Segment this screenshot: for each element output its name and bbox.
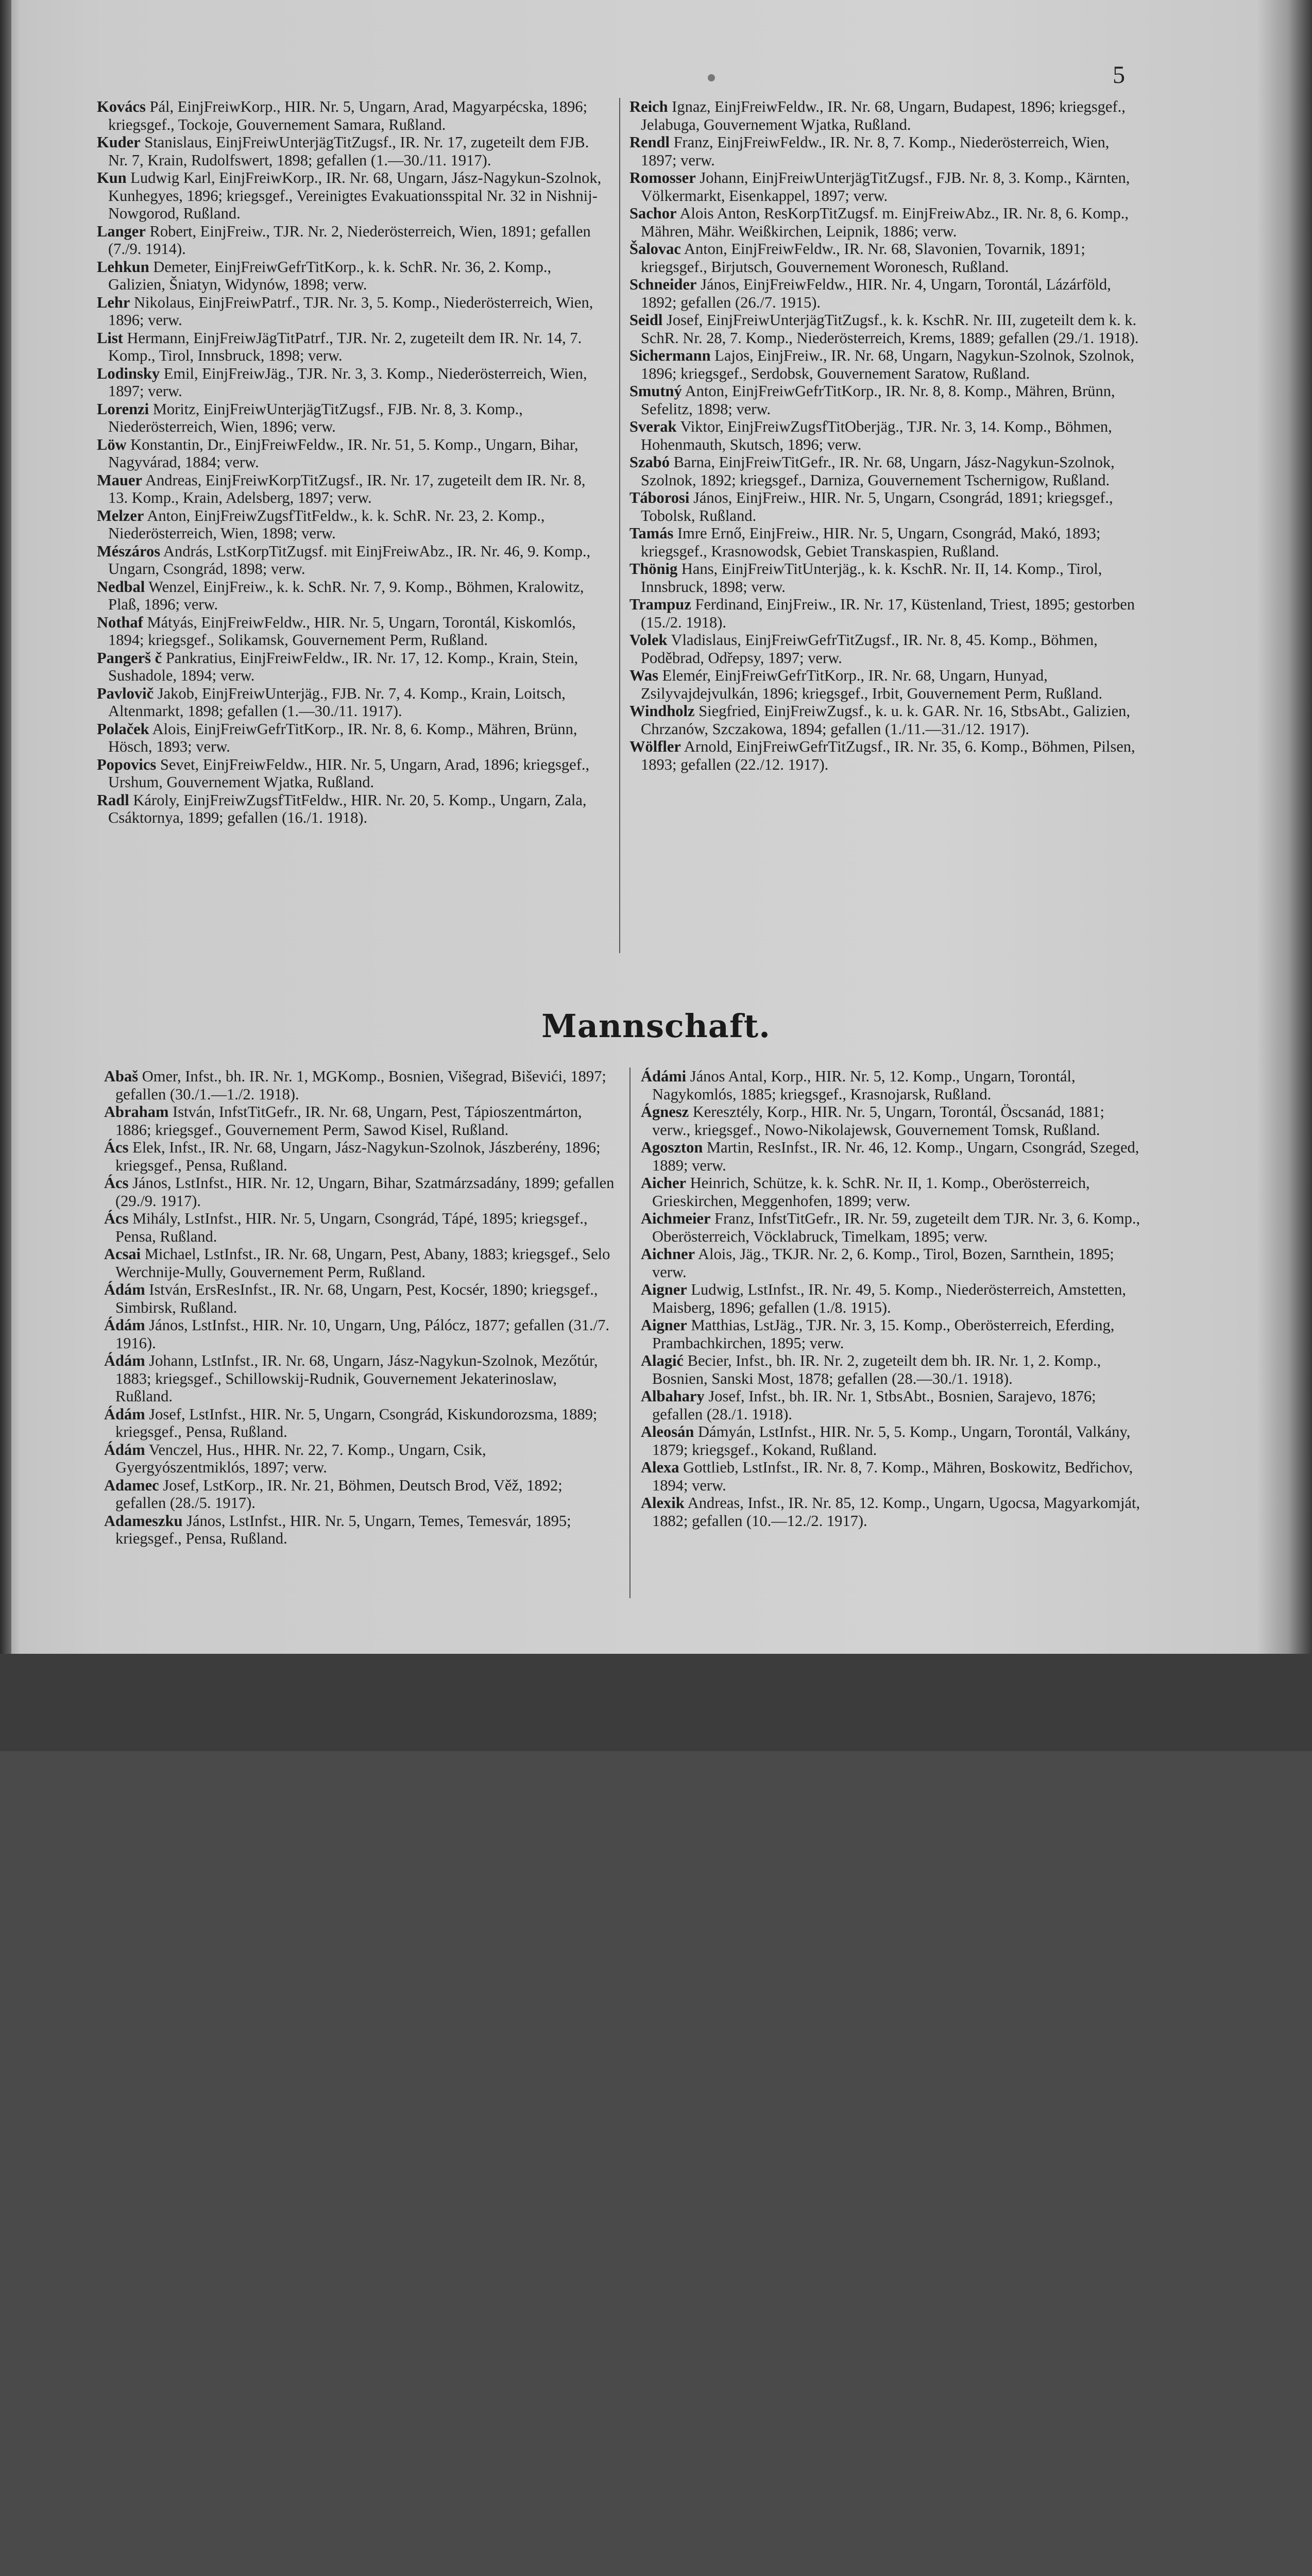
page-number: 5 bbox=[1113, 61, 1125, 89]
entry-surname: Aichmeier bbox=[641, 1210, 711, 1227]
register-entry bbox=[629, 382, 1139, 418]
entry-surname: Tamás bbox=[629, 524, 674, 542]
register-entry bbox=[641, 1494, 1140, 1530]
entry-details: Alois, Jäg., TKJR. Nr. 2, 6. Komp., Tirol, Bozen, Sarnthein, 1895; verw. bbox=[652, 1245, 1114, 1281]
entry-details: Johann, LstInfst., IR. Nr. 68, Ungarn, Jász-Nagykun-Szolnok, Mezőtúr, 1883; kriegsgef., Schillowskij-Rudnik, Gouvernement Jekaterinoslaw, Rußland. bbox=[115, 1352, 598, 1405]
register-entry bbox=[629, 205, 1139, 240]
register-entry bbox=[629, 560, 1139, 596]
entry-surname: Ács bbox=[104, 1174, 129, 1192]
entry-surname: Rendl bbox=[629, 133, 670, 151]
entry-details: János, EinjFreiw., HIR. Nr. 5, Ungarn, Csongrád, 1891; kriegsgef., Tobolsk, Rußland. bbox=[641, 489, 1113, 524]
entry-details: Alois, EinjFreiwGefrTitKorp., IR. Nr. 8, 6. Komp., Mähren, Brünn, Hösch, 1893; verw. bbox=[108, 720, 577, 755]
entry-surname: Pavlovič bbox=[97, 684, 154, 702]
register-entry bbox=[641, 1387, 1140, 1423]
register-entry bbox=[97, 578, 608, 614]
entry-surname: Lodinsky bbox=[97, 364, 160, 382]
entry-details: János, EinjFreiwFeldw., HIR. Nr. 4, Ungarn, Torontál, Lázárföld, 1892; gefallen (26./7. 1915). bbox=[641, 276, 1111, 311]
register-entry bbox=[97, 507, 608, 543]
entry-details: Elek, Infst., IR. Nr. 68, Ungarn, Jász-Nagykun-Szolnok, Jászberény, 1896; kriegsgef., Pensa, Rußland. bbox=[115, 1139, 601, 1174]
entry-surname: Kun bbox=[97, 169, 127, 187]
register-entry bbox=[629, 276, 1139, 311]
entry-surname: Langer bbox=[97, 222, 146, 240]
entry-details: Demeter, EinjFreiwGefrTitKorp., k. k. SchR. Nr. 36, 2. Komp., Galizien, Šniatyn, Widynów, 1898; verw. bbox=[108, 258, 552, 293]
entry-details: Andreas, Infst., IR. Nr. 85, 12. Komp., Ungarn, Ugocsa, Magyarkomját, 1882; gefallen (10.—12./2. 1917). bbox=[652, 1494, 1140, 1530]
register-entry bbox=[104, 1139, 615, 1174]
entry-surname: Aigner bbox=[641, 1316, 687, 1334]
entry-surname: Ádám bbox=[104, 1352, 145, 1369]
register-entry bbox=[629, 418, 1139, 453]
register-entry bbox=[629, 489, 1139, 524]
column-divider-bottom bbox=[629, 1067, 631, 1598]
register-entry bbox=[97, 329, 608, 365]
register-entry bbox=[641, 1459, 1140, 1494]
entry-details: János, LstInfst., HIR. Nr. 12, Ungarn, Bihar, Szatmárzsadány, 1899; gefallen (29./9. 1917). bbox=[115, 1174, 615, 1210]
entry-details: Andreas, EinjFreiwKorpTitZugsf., IR. Nr. 17, zugeteilt dem IR. Nr. 8, 13. Komp., Krain, Adelsberg, 1897; verw. bbox=[108, 471, 586, 506]
register-entry bbox=[104, 1174, 615, 1210]
register-entry bbox=[641, 1139, 1140, 1174]
entry-surname: Abaš bbox=[104, 1067, 139, 1085]
entry-surname: Sachor bbox=[629, 205, 677, 222]
entry-details: Moritz, EinjFreiwUnterjägTitZugsf., FJB. Nr. 8, 3. Komp., Niederösterreich, Wien, 1896; verw. bbox=[108, 400, 523, 435]
entry-surname: Abraham bbox=[104, 1103, 169, 1121]
entry-surname: Lehkun bbox=[97, 258, 149, 276]
entry-details: Siegfried, EinjFreiwZugsf., k. u. k. GAR. Nr. 16, StbsAbt., Galizien, Chrzanów, Szczakowa, 1894; gefallen (1./11.—31./12. 1917). bbox=[641, 702, 1131, 738]
entry-details: Franz, EinjFreiwFeldw., IR. Nr. 8, 7. Komp., Niederösterreich, Wien, 1897; verw. bbox=[641, 133, 1110, 169]
register-entry bbox=[104, 1316, 615, 1352]
entry-surname: Pangerš č bbox=[97, 649, 162, 667]
entry-surname: Mészáros bbox=[97, 542, 161, 560]
entry-surname: Nedbal bbox=[97, 578, 145, 596]
entry-details: Stanislaus, EinjFreiwUnterjägTitZugsf., IR. Nr. 17, zugeteilt dem FJB. Nr. 7, Krain, Rudolfswert, 1898; gefallen (1.—30./11. 1917). bbox=[108, 133, 589, 169]
entry-details: Emil, EinjFreiwJäg., TJR. Nr. 3, 3. Komp., Niederösterreich, Wien, 1897; verw. bbox=[108, 364, 587, 400]
entry-details: Barna, EinjFreiwTitGefr., IR. Nr. 68, Ungarn, Jász-Nagykun-Szolnok, Szolnok, 1892; kriegsgef., Darniza, Gouvernement Tschernigow, Rußland. bbox=[641, 453, 1115, 489]
entry-surname: List bbox=[97, 329, 123, 347]
entry-details: Michael, LstInfst., IR. Nr. 68, Ungarn, Pest, Abany, 1883; kriegsgef., Selo Werchnije-Mully, Gouvernement Perm, Rußland. bbox=[115, 1245, 610, 1281]
register-entry bbox=[629, 738, 1139, 773]
entry-surname: Ádámi bbox=[641, 1067, 687, 1085]
register-entry bbox=[104, 1281, 615, 1316]
entry-surname: Seidl bbox=[629, 311, 663, 329]
entry-details: Pankratius, EinjFreiwFeldw., IR. Nr. 17, 12. Komp., Krain, Stein, Sushadole, 1894; verw. bbox=[108, 649, 578, 684]
entry-details: Wenzel, EinjFreiw., k. k. SchR. Nr. 7, 9. Komp., Böhmen, Kralowitz, Plaß, 1896; verw. bbox=[108, 578, 584, 613]
register-entry bbox=[629, 133, 1139, 169]
entry-surname: Sverak bbox=[629, 418, 677, 435]
register-entry bbox=[97, 223, 608, 258]
entry-details: Imre Ernő, EinjFreiw., HIR. Nr. 5, Ungarn, Csongrád, Makó, 1893; kriegsgef., Krasnowodsk, Gebiet Transkaspien, Rußland. bbox=[641, 524, 1101, 560]
register-entry bbox=[641, 1103, 1140, 1139]
register-entry bbox=[629, 596, 1139, 631]
column-top-right bbox=[629, 98, 1139, 773]
register-entry bbox=[629, 453, 1139, 489]
page-binding-edge bbox=[0, 0, 11, 1654]
column-bottom-right bbox=[641, 1067, 1140, 1530]
entry-surname: Trampuz bbox=[629, 596, 691, 613]
entry-details: Sevet, EinjFreiwFeldw., HIR. Nr. 5, Ungarn, Arad, 1896; kriegsgef., Urshum, Gouvernement Wjatka, Rußland. bbox=[108, 755, 590, 791]
entry-details: Konstantin, Dr., EinjFreiwFeldw., IR. Nr. 51, 5. Komp., Ungarn, Bihar, Nagyvárad, 1884; verw. bbox=[108, 435, 578, 471]
entry-details: Pál, EinjFreiwKorp., HIR. Nr. 5, Ungarn, Arad, Magyarpécska, 1896; kriegsgef., Tockoje, Gouvernement Samara, Rußland. bbox=[108, 98, 588, 133]
entry-details: Venczel, Hus., HHR. Nr. 22, 7. Komp., Ungarn, Csik, Gyergyószentmiklós, 1897; verw. bbox=[115, 1440, 486, 1476]
entry-details: János, LstInfst., HIR. Nr. 10, Ungarn, Ung, Pálócz, 1877; gefallen (31./7. 1916). bbox=[115, 1316, 609, 1352]
entry-details: Mihály, LstInfst., HIR. Nr. 5, Ungarn, Csongrád, Tápé, 1895; kriegsgef., Pensa, Rußland. bbox=[115, 1210, 588, 1245]
register-entry bbox=[641, 1423, 1140, 1459]
register-entry bbox=[641, 1067, 1140, 1103]
register-entry bbox=[641, 1316, 1140, 1352]
entry-surname: Sichermann bbox=[629, 347, 711, 364]
entry-surname: Šalovac bbox=[629, 240, 681, 258]
entry-surname: Radl bbox=[97, 791, 129, 809]
entry-surname: Szabó bbox=[629, 453, 670, 471]
entry-details: Lajos, EinjFreiw., IR. Nr. 68, Ungarn, Nagykun-Szolnok, Szolnok, 1896; kriegsgef., Serdobsk, Gouvernement Saratow, Rußland. bbox=[641, 347, 1134, 382]
entry-details: Josef, EinjFreiwUnterjägTitZugsf., k. k. KschR. Nr. III, zugeteilt dem k. k. SchR. Nr. 28, 7. Komp., Niederösterreich, Krems, 1889; gefallen (29./1. 1918). bbox=[641, 311, 1139, 347]
register-entry bbox=[97, 400, 608, 436]
register-entry bbox=[97, 756, 608, 791]
register-entry bbox=[97, 98, 608, 133]
entry-details: Keresztély, Korp., HIR. Nr. 5, Ungarn, Torontál, Öscsanád, 1881; verw., kriegsgef., Nowo-Nikolajewsk, Gouvernement Tomsk, Rußland. bbox=[652, 1103, 1104, 1139]
register-entry bbox=[97, 133, 608, 169]
register-entry bbox=[629, 347, 1139, 382]
register-entry bbox=[97, 720, 608, 756]
register-entry bbox=[97, 791, 608, 827]
register-entry bbox=[97, 614, 608, 649]
register-entry bbox=[104, 1245, 615, 1281]
entry-details: Jakob, EinjFreiwUnterjäg., FJB. Nr. 7, 4. Komp., Krain, Loitsch, Altenmarkt, 1898; gefallen (1.—30./11. 1917). bbox=[108, 684, 566, 720]
entry-surname: Adameszku bbox=[104, 1512, 183, 1530]
entry-surname: Kovács bbox=[97, 98, 146, 115]
entry-surname: Aigner bbox=[641, 1281, 687, 1298]
register-entry bbox=[97, 471, 608, 507]
entry-details: Anton, EinjFreiwZugsfTitFeldw., k. k. SchR. Nr. 23, 2. Komp., Niederösterreich, Wien, 1898; verw. bbox=[108, 506, 545, 542]
register-entry bbox=[104, 1210, 615, 1245]
entry-surname: Popovics bbox=[97, 755, 157, 773]
register-entry bbox=[97, 169, 608, 223]
column-divider-top bbox=[619, 98, 620, 953]
entry-surname: Aicher bbox=[641, 1174, 687, 1192]
entry-details: Johann, EinjFreiwUnterjägTitZugsf., FJB. Nr. 8, 3. Komp., Kärnten, Völkermarkt, Eisenkappel, 1897; verw. bbox=[641, 169, 1130, 205]
register-entry bbox=[97, 685, 608, 720]
entry-details: Elemér, EinjFreiwGefrTitKorp., IR. Nr. 68, Ungarn, Hunyad, Zsilyvajdejvulkán, 1896; kriegsgef., Irbit, Gouvernement Perm, Rußland. bbox=[641, 667, 1103, 702]
register-entry bbox=[629, 702, 1139, 738]
entry-details: Ludwig Karl, EinjFreiwKorp., IR. Nr. 68, Ungarn, Jász-Nagykun-Szolnok, Kunhegyes, 1896; kriegsgef., Vereinigtes Evakuationsspital Nr. 32 in Nishnij-Nowgorod, Rußland. bbox=[108, 169, 602, 222]
entry-details: Nikolaus, EinjFreiwPatrf., TJR. Nr. 3, 5. Komp., Niederösterreich, Wien, 1896; verw. bbox=[108, 293, 593, 329]
entry-details: János, LstInfst., HIR. Nr. 5, Ungarn, Temes, Temesvár, 1895; kriegsgef., Pensa, Rußland. bbox=[115, 1512, 571, 1547]
register-entry bbox=[629, 311, 1139, 347]
entry-details: Gottlieb, LstInfst., IR. Nr. 8, 7. Komp., Mähren, Boskowitz, Bedřichov, 1894; verw. bbox=[652, 1459, 1133, 1494]
register-entry bbox=[641, 1174, 1140, 1210]
entry-surname: Nothaf bbox=[97, 613, 143, 631]
entry-surname: Agoszton bbox=[641, 1139, 703, 1156]
register-entry bbox=[629, 169, 1139, 205]
entry-surname: Táborosi bbox=[629, 489, 690, 506]
entry-surname: Kuder bbox=[97, 133, 141, 151]
entry-surname: Smutný bbox=[629, 382, 682, 400]
entry-details: János Antal, Korp., HIR. Nr. 5, 12. Komp., Ungarn, Torontál, Nagykomlós, 1885; kriegsgef., Krasnojarsk, Rußland. bbox=[652, 1067, 1076, 1103]
entry-details: Mátyás, EinjFreiwFeldw., HIR. Nr. 5, Ungarn, Torontál, Kiskomlós, 1894; kriegsgef., Solikamsk, Gouvernement Perm, Rußland. bbox=[108, 613, 576, 649]
register-entry bbox=[104, 1352, 615, 1405]
entry-details: Robert, EinjFreiw., TJR. Nr. 2, Niederösterreich, Wien, 1891; gefallen (7./9. 1914). bbox=[108, 222, 591, 258]
entry-details: Omer, Infst., bh. IR. Nr. 1, MGKomp., Bosnien, Višegrad, Biševići, 1897; gefallen (30./1.—1./2. 1918). bbox=[115, 1067, 606, 1103]
register-entry bbox=[97, 258, 608, 294]
entry-surname: Ádám bbox=[104, 1405, 145, 1423]
entry-surname: Schneider bbox=[629, 276, 697, 293]
entry-details: András, LstKorpTitZugsf. mit EinjFreiwAbz., IR. Nr. 46, 9. Komp., Ungarn, Csongrád, 1898; verw. bbox=[108, 542, 591, 578]
register-entry bbox=[641, 1352, 1140, 1387]
entry-details: István, InfstTitGefr., IR. Nr. 68, Ungarn, Pest, Tápioszentmárton, 1886; kriegsgef., Gouvernement Perm, Sawod Kisel, Rußland. bbox=[115, 1103, 582, 1139]
column-bottom-left bbox=[104, 1067, 615, 1548]
entry-details: Viktor, EinjFreiwZugsfTitOberjäg., TJR. Nr. 3, 14. Komp., Böhmen, Hohenmauth, Skutsch, 1896; verw. bbox=[641, 418, 1112, 453]
entry-surname: Ágnesz bbox=[641, 1103, 689, 1121]
entry-surname: Wölfler bbox=[629, 738, 681, 755]
register-entry bbox=[629, 667, 1139, 702]
entry-details: Josef, LstInfst., HIR. Nr. 5, Ungarn, Csongrád, Kiskundorozsma, 1889; kriegsgef., Pensa, Rußland. bbox=[115, 1405, 598, 1440]
entry-surname: Ádám bbox=[104, 1281, 145, 1298]
register-entry bbox=[104, 1067, 615, 1103]
entry-details: István, ErsResInfst., IR. Nr. 68, Ungarn, Pest, Kocsér, 1890; kriegsgef., Simbirsk, Rußland. bbox=[115, 1281, 598, 1316]
entry-surname: Ádám bbox=[104, 1440, 145, 1459]
entry-details: Heinrich, Schütze, k. k. SchR. Nr. II, 1. Komp., Oberösterreich, Grieskirchen, Meggenhofen, 1899; verw. bbox=[652, 1174, 1090, 1210]
register-entry bbox=[629, 240, 1139, 276]
column-top-left bbox=[97, 98, 608, 827]
entry-surname: Alagić bbox=[641, 1352, 684, 1369]
register-entry bbox=[629, 631, 1139, 667]
entry-details: Arnold, EinjFreiwGefrTitZugsf., IR. Nr. 35, 6. Komp., Böhmen, Pilsen, 1893; gefallen (22./12. 1917). bbox=[641, 738, 1135, 773]
register-entry bbox=[97, 543, 608, 578]
entry-details: Alois Anton, ResKorpTitZugsf. m. EinjFreiwAbz., IR. Nr. 8, 6. Komp., Mähren, Mähr. Weißkirchen, Leipnik, 1886; verw. bbox=[641, 205, 1129, 240]
register-entry bbox=[641, 1245, 1140, 1281]
entry-surname: Ács bbox=[104, 1139, 129, 1156]
section-heading: Mannschaft. bbox=[541, 1007, 771, 1045]
entry-surname: Romosser bbox=[629, 169, 696, 187]
entry-details: Vladislaus, EinjFreiwGefrTitZugsf., IR. Nr. 8, 45. Komp., Böhmen, Poděbrad, Odřepsy, 1897; verw. bbox=[641, 631, 1098, 667]
register-entry bbox=[641, 1210, 1140, 1245]
entry-surname: Albahary bbox=[641, 1387, 705, 1405]
register-entry bbox=[104, 1441, 615, 1477]
register-entry bbox=[97, 649, 608, 685]
register-entry bbox=[104, 1512, 615, 1548]
viewer-footer bbox=[0, 1654, 1312, 1751]
entry-surname: Mauer bbox=[97, 471, 143, 489]
entry-surname: Aleosán bbox=[641, 1423, 694, 1440]
register-entry bbox=[97, 294, 608, 329]
entry-surname: Ádám bbox=[104, 1316, 145, 1334]
entry-surname: Volek bbox=[629, 631, 668, 649]
entry-details: Josef, Infst., bh. IR. Nr. 1, StbsAbt., Bosnien, Sarajevo, 1876; gefallen (28./1. 1918). bbox=[652, 1387, 1096, 1423]
entry-surname: Aichner bbox=[641, 1245, 695, 1263]
register-entry bbox=[629, 98, 1139, 133]
entry-details: Ignaz, EinjFreiwFeldw., IR. Nr. 68, Ungarn, Budapest, 1896; kriegsgef., Jelabuga, Gouvernement Wjatka, Rußland. bbox=[641, 98, 1126, 133]
register-entry bbox=[104, 1477, 615, 1512]
entry-surname: Reich bbox=[629, 98, 668, 115]
entry-surname: Löw bbox=[97, 435, 127, 453]
entry-surname: Alexa bbox=[641, 1459, 679, 1476]
register-entry bbox=[104, 1103, 615, 1139]
entry-surname: Thönig bbox=[629, 560, 678, 578]
entry-surname: Was bbox=[629, 667, 658, 684]
entry-details: Károly, EinjFreiwZugsfTitFeldw., HIR. Nr. 20, 5. Komp., Ungarn, Zala, Csáktornya, 1899; gefallen (16./1. 1918). bbox=[108, 791, 587, 826]
entry-details: Franz, InfstTitGefr., IR. Nr. 59, zugeteilt dem TJR. Nr. 3, 6. Komp., Oberösterreich, Vöcklabruck, Timelkam, 1895; verw. bbox=[652, 1210, 1140, 1245]
entry-details: Josef, LstKorp., IR. Nr. 21, Böhmen, Deutsch Brod, Věž, 1892; gefallen (28./5. 1917). bbox=[115, 1476, 563, 1512]
entry-details: Anton, EinjFreiwFeldw., IR. Nr. 68, Slavonien, Tovarnik, 1891; kriegsgef., Birjutsch, Gouvernement Woronesch, Rußland. bbox=[641, 240, 1085, 276]
entry-surname: Adamec bbox=[104, 1476, 159, 1494]
entry-details: Martin, ResInfst., IR. Nr. 46, 12. Komp., Ungarn, Csongrád, Szeged, 1889; verw. bbox=[652, 1139, 1139, 1174]
entry-details: Hermann, EinjFreiwJägTitPatrf., TJR. Nr. 2, zugeteilt dem IR. Nr. 14, 7. Komp., Tirol, Innsbruck, 1898; verw. bbox=[108, 329, 582, 364]
entry-details: Anton, EinjFreiwGefrTitKorp., IR. Nr. 8, 8. Komp., Mähren, Brünn, Sefelitz, 1898; verw. bbox=[641, 382, 1115, 418]
paper-speck bbox=[708, 74, 715, 81]
entry-surname: Lehr bbox=[97, 293, 130, 311]
register-entry bbox=[104, 1405, 615, 1441]
entry-details: Dámyán, LstInfst., HIR. Nr. 5, 5. Komp., Ungarn, Torontál, Valkány, 1879; kriegsgef., Kokand, Rußland. bbox=[652, 1423, 1131, 1459]
entry-surname: Windholz bbox=[629, 702, 695, 720]
entry-surname: Melzer bbox=[97, 506, 144, 524]
entry-details: Ferdinand, EinjFreiw., IR. Nr. 17, Küstenland, Triest, 1895; gestorben (15./2. 1918). bbox=[641, 596, 1135, 631]
register-entry bbox=[641, 1281, 1140, 1316]
entry-details: Hans, EinjFreiwTitUnterjäg., k. k. KschR. Nr. II, 14. Komp., Tirol, Innsbruck, 1898; verw. bbox=[641, 560, 1102, 596]
entry-surname: Ács bbox=[104, 1210, 129, 1227]
entry-details: Matthias, LstJäg., TJR. Nr. 3, 15. Komp., Oberösterreich, Eferding, Prambachkirchen, 1895; verw. bbox=[652, 1316, 1115, 1352]
entry-surname: Lorenzi bbox=[97, 400, 149, 418]
entry-details: Ludwig, LstInfst., IR. Nr. 49, 5. Komp., Niederösterreich, Amstetten, Maisberg, 1896; gefallen (1./8. 1915). bbox=[652, 1281, 1126, 1316]
register-entry bbox=[97, 436, 608, 471]
entry-surname: Polaček bbox=[97, 720, 149, 738]
entry-surname: Alexik bbox=[641, 1494, 685, 1512]
register-entry bbox=[629, 524, 1139, 560]
register-entry bbox=[97, 365, 608, 400]
entry-details: Becier, Infst., bh. IR. Nr. 2, zugeteilt dem bh. IR. Nr. 1, 2. Komp., Bosnien, Sanski Most, 1878; gefallen (28.—30./1. 1918). bbox=[652, 1352, 1101, 1387]
entry-surname: Acsai bbox=[104, 1245, 141, 1263]
